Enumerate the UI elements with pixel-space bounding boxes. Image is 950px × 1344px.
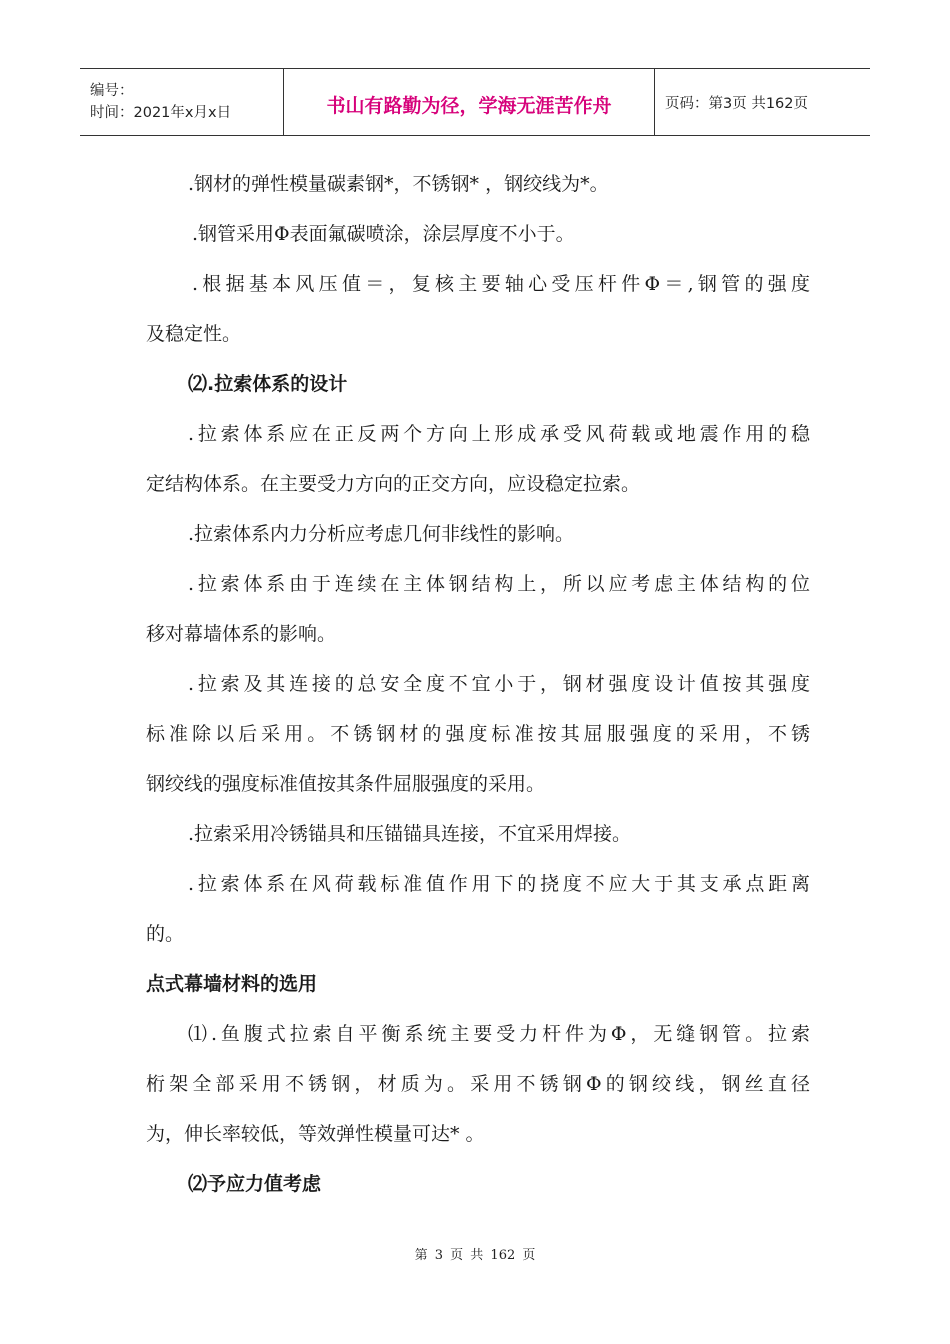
header-page-cell — [655, 69, 870, 135]
paragraph-line: .钢材的弹性模量碳素钢*，不锈钢* ，钢绞线为*。 — [188, 173, 609, 195]
paragraph-line: 移对幕墙体系的影响。 — [146, 623, 337, 645]
paragraph-line: .钢管采用Φ表面氟碳喷涂，涂层厚度不小于。 — [192, 223, 575, 245]
paragraph-line: 及稳定性。 — [146, 323, 242, 345]
header-meta — [80, 69, 283, 135]
document-number-label: 编号： — [90, 83, 134, 99]
paragraph-line: 桁架全部采用不锈钢，材质为。采用不锈钢Φ的钢绞线，钢丝直径 — [146, 1073, 810, 1095]
document-date: 时间：2021年x月x日 — [90, 105, 232, 121]
paragraph-line: .拉索采用冷锈锚具和压锚锚具连接，不宜采用焊接。 — [188, 823, 632, 845]
paragraph-line: 标准除以后采用。不锈钢材的强度标准按其屈服强度的采用，不锈 — [146, 723, 810, 745]
page-header — [80, 68, 870, 136]
paragraph-line: .拉索体系应在正反两个方向上形成承受风荷载或地震作用的稳 — [188, 423, 810, 445]
paragraph-line: .拉索体系内力分析应考虑几何非线性的影响。 — [188, 523, 575, 545]
section-heading: ⑵.拉索体系的设计 — [188, 373, 348, 395]
paragraph-line: 的。 — [146, 923, 185, 945]
header-page-info: 页码：第3页 共162页 — [665, 95, 809, 112]
paragraph-line: ⑴.鱼腹式拉索自平衡系统主要受力杆件为Φ，无缝钢管。拉索 — [188, 1023, 810, 1045]
paragraph-line: .拉索及其连接的总安全度不宜小于，钢材强度设计值按其强度 — [188, 673, 810, 695]
paragraph-line: .拉索体系由于连续在主体钢结构上，所以应考虑主体结构的位 — [188, 573, 810, 595]
paragraph-line: 钢绞线的强度标准值按其条件屈服强度的采用。 — [146, 773, 546, 795]
paragraph-line: 为，伸长率较低，等效弹性模量可达* 。 — [146, 1123, 485, 1145]
paragraph-line: .拉索体系在风荷载标准值作用下的挠度不应大于其支承点距离 — [188, 873, 810, 895]
page-footer: 第 3 页 共 162 页 — [414, 1248, 536, 1263]
paragraph-line: .根据基本风压值＝，复核主要轴心受压杆件Φ＝,钢管的强度 — [192, 273, 810, 295]
header-motto: 书山有路勤为径，学海无涯苦作舟 — [326, 94, 612, 117]
section-heading: 点式幕墙材料的选用 — [146, 973, 318, 995]
header-motto-cell — [283, 69, 655, 135]
section-heading: ⑵予应力值考虑 — [188, 1173, 322, 1195]
paragraph-line: 定结构体系。在主要受力方向的正交方向，应设稳定拉索。 — [146, 473, 641, 495]
